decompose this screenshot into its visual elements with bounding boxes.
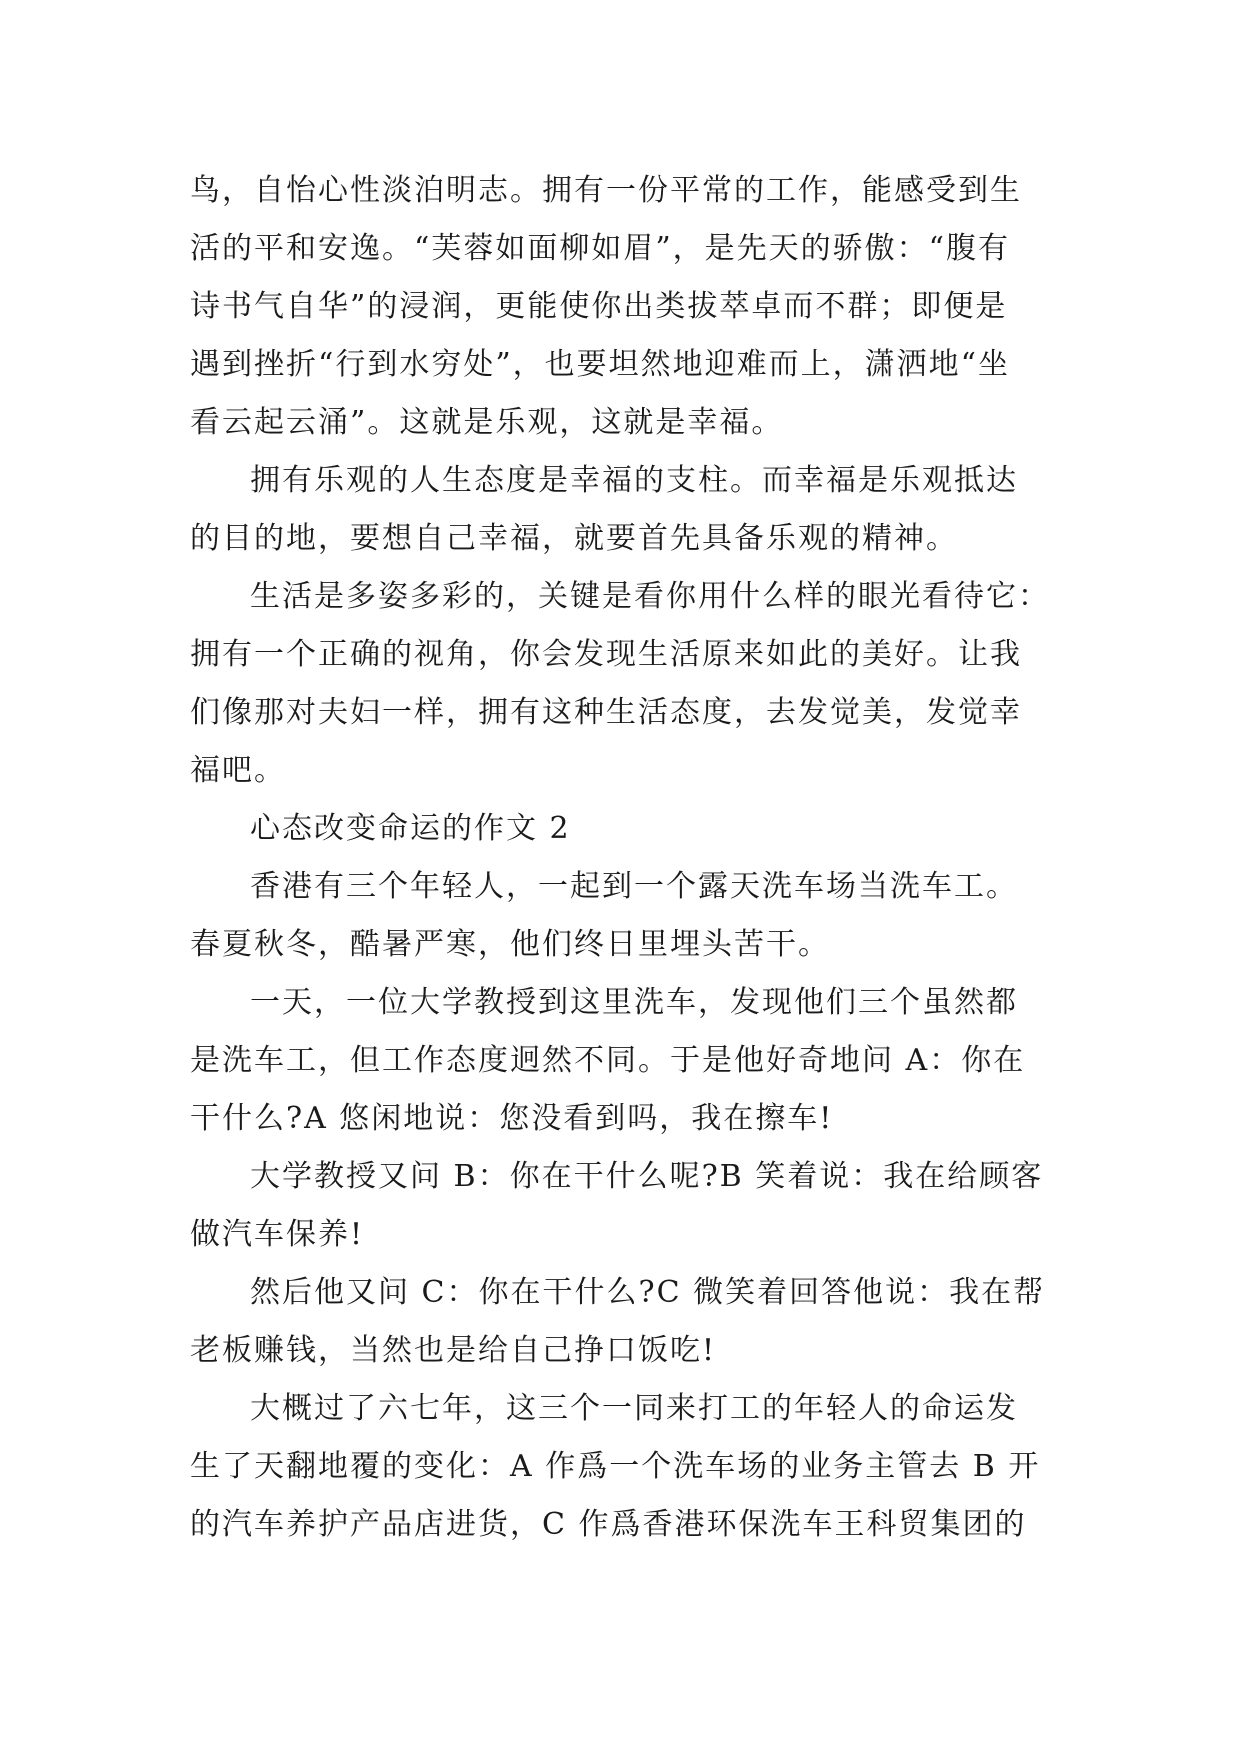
text-line: 鸟，自怡心性淡泊明志。拥有一份平常的工作，能感受到生 (190, 173, 1022, 208)
text-line: 干什么?A 悠闲地说：您没看到吗，我在擦车! (190, 1101, 834, 1136)
text-line: 的汽车养护产品店进货，C 作爲香港环保洗车王科贸集团的 (190, 1507, 1027, 1542)
section-title: 心态改变命运的作文 2 (250, 811, 571, 846)
paragraph-6 (190, 1148, 1060, 1264)
text-line: 老板赚钱，当然也是给自己挣口饭吃! (190, 1333, 717, 1368)
text-line: 香港有三个年轻人，一起到一个露天洗车场当洗车工。 (250, 869, 1018, 904)
paragraph-7 (190, 1264, 1060, 1380)
text-line: 春夏秋冬，酷暑严寒，他们终日里埋头苦干。 (190, 927, 830, 962)
text-line: 大概过了六七年，这三个一同来打工的年轻人的命运发 (250, 1391, 1018, 1426)
text-line: 的目的地，要想自己幸福，就要首先具备乐观的精神。 (190, 521, 958, 556)
text-line: 遇到挫折“行到水穷处”，也要坦然地迎难而上，潇洒地“坐 (190, 347, 1011, 382)
text-line: 拥有乐观的人生态度是幸福的支柱。而幸福是乐观抵达 (250, 463, 1018, 498)
text-line: 活的平和安逸。“芙蓉如面柳如眉”，是先天的骄傲：“腹有 (190, 231, 1011, 266)
text-line: 生活是多姿多彩的，关键是看你用什么样的眼光看待它： (250, 579, 1050, 614)
text-line: 然后他又问 C：你在干什么?C 微笑着回答他说：我在帮 (250, 1275, 1046, 1310)
paragraph-3 (190, 568, 1060, 800)
section-heading (190, 800, 1060, 858)
document-body (190, 162, 1060, 1554)
text-line: 诗书气自华”的浸润，更能使你出类拔萃卓而不群；即便是 (190, 289, 1008, 324)
paragraph-4 (190, 858, 1060, 974)
text-line: 一天，一位大学教授到这里洗车，发现他们三个虽然都 (250, 985, 1018, 1020)
text-line: 做汽车保养! (190, 1217, 365, 1252)
text-line: 是洗车工，但工作态度迥然不同。于是他好奇地问 A：你在 (190, 1043, 1026, 1078)
paragraph-2 (190, 452, 1060, 568)
text-line: 看云起云涌”。这就是乐观，这就是幸福。 (190, 405, 784, 440)
text-line: 生了天翻地覆的变化：A 作爲一个洗车场的业务主管去 B 开 (190, 1449, 1041, 1484)
paragraph-8 (190, 1380, 1060, 1554)
text-line: 们像那对夫妇一样，拥有这种生活态度，去发觉美，发觉幸 (190, 695, 1022, 730)
text-line: 拥有一个正确的视角，你会发现生活原来如此的美好。让我 (190, 637, 1022, 672)
paragraph-1 (190, 162, 1060, 452)
paragraph-5 (190, 974, 1060, 1148)
text-line: 大学教授又问 B：你在干什么呢?B 笑着说：我在给顾客 (250, 1159, 1044, 1194)
text-line: 福吧。 (190, 753, 286, 788)
